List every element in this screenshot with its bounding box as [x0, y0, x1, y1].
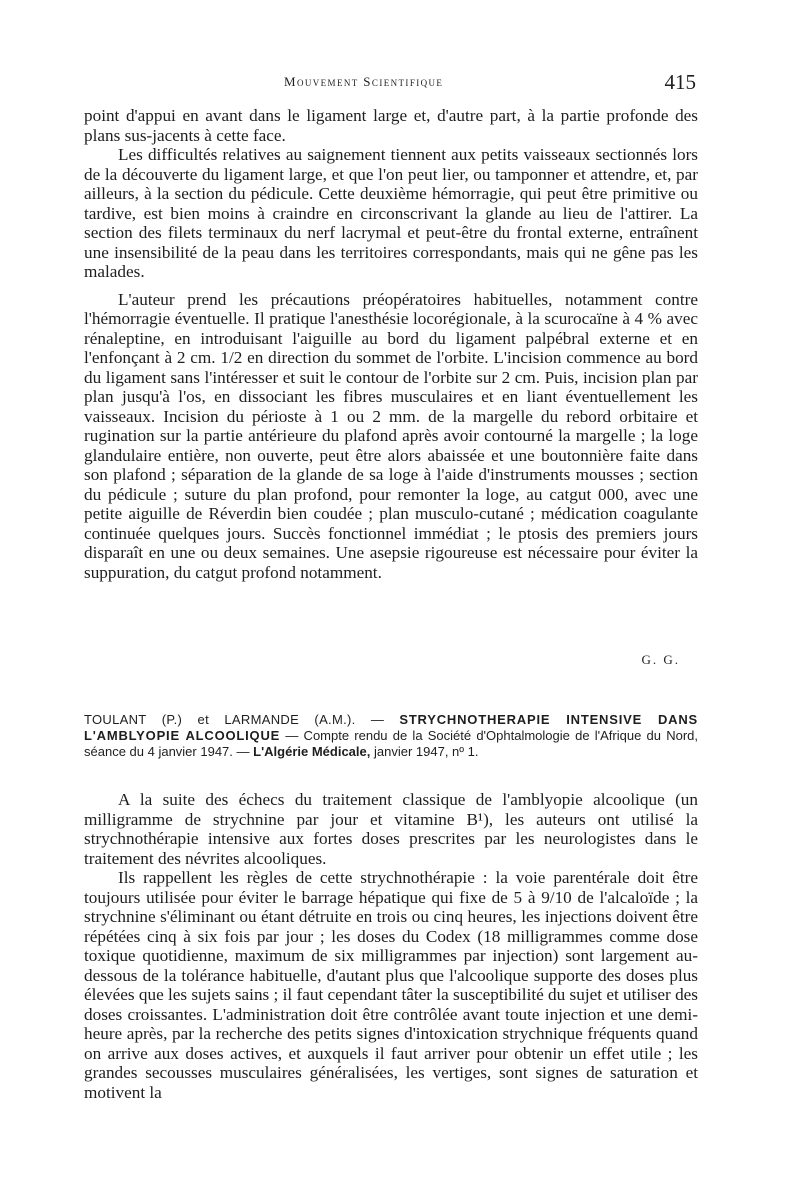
paragraph: Les difficultés relatives au saignement tiennent aux petits vaisseaux sectionnés lors de la découverte du ligament large, et que l'on peut lier, ou tamponner et attendre, et, par ailleurs, à la section du pédicule. Cette deuxième hémorragie, qui peut être primitive ou tardive, est bien moins à craindre en circonscrivant la glande au lieu de l'attirer. La section des filets terminaux du nerf lacrymal et peut-être du frontal externe, entraînent une insensibilité de la peau dans les territoires correspondants, mais qui ne gêne pas les malades.: [84, 145, 698, 281]
article-reference: [84, 712, 698, 760]
reference-authors: TOULANT (P.) et LARMANDE (A.M.). —: [84, 712, 385, 727]
article-continuation: [84, 106, 698, 582]
paragraph: point d'appui en avant dans le ligament large et, d'autre part, à la partie profonde des plans sus-jacents à cette face.: [84, 106, 698, 145]
paragraph: A la suite des échecs du traitement classique de l'amblyopie alcoolique (un milligramme de strychnine par jour et vitamine B¹), les auteurs ont utilisé la strychnothérapie intensive aux fortes doses prescrites par les neurologistes dans le traitement des névrites alcooliques.: [84, 790, 698, 868]
reference-proceedings: — Compte rendu de la Société d'Ophtalmologie de l'Afrique du Nord, séance du 4 janvier 1947. —: [84, 728, 698, 759]
paragraph: L'auteur prend les précautions préopératoires habituelles, notamment contre l'hémorragie éventuelle. Il pratique l'anesthésie locorégionale, à la scurocaïne à 4 % avec rénaleptine, en introduisant l'aiguille au bord du ligament palpébral externe et en l'enfonçant à 2 cm. 1/2 en direction du sommet de l'orbite. L'incision commence au bord du ligament sans l'intéresser et suit le contour de l'orbite sur 2 cm. Puis, incision plan par plan jusqu'à l'os, en dissociant les fibres musculaires et en liant éventuellement les vaisseaux. Incision du périoste à 1 ou 2 mm. de la margelle du rebord orbitaire et rugination sur la partie antérieure du plafond après avoir contourné la margelle ; la loge glandulaire entière, non ouverte, peut être alors abaissée et une boutonnière faite dans son plafond ; séparation de la glande de sa loge à l'aide d'instruments mousses ; section du pédicule ; suture du plan profond, pour remonter la loge, au catgut 000, avec une petite aiguille de Réverdin bien coudée ; plan musculo-cutané ; médication coagulante continuée quelques jours. Succès fonctionnel immédiat ; le ptosis des premiers jours disparaît en une ou deux semaines. Une asepsie rigoureuse est nécessaire pour éviter la suppuration, du catgut profond notamment.: [84, 289, 698, 582]
paragraph: Ils rappellent les règles de cette strychnothérapie : la voie parentérale doit être toujours utilisée pour éviter le barrage hépatique qui fixe de 5 à 9/10 de l'alcaloïde ; la strychnine s'éliminant ou étant détruite en trois ou cinq heures, les injections doivent être répétées cinq à six fois par jour ; les doses du Codex (18 milligrammes comme dose toxique quotidienne, maximum de six milligrammes par injection) sont largement au-dessous de la tolérance habituelle, d'autant plus que l'alcoolique supporte des doses plus élevées que les sujets sains ; il faut cependant tâter la susceptibilité du sujet et utiliser des doses croissantes. L'administration doit être contrôlée avant toute injection et une demi-heure après, par la recherche des petits signes d'intoxication strychnique fréquents quand on arrive aux doses actives, et auxquels il faut arriver pour obtenir un effet utile ; les grandes secousses musculaires généralisées, les vertiges, sont signes de saturation et motivent la: [84, 868, 698, 1102]
article-body: [84, 790, 698, 1102]
reference-title: STRYCHNOTHERAPIE INTENSIVE DANS L'AMBLYOPIE ALCOOLIQUE: [84, 712, 698, 743]
running-head: [84, 70, 698, 94]
journal-page: [84, 0, 698, 1193]
author-signature: G. G.: [641, 652, 680, 667]
running-title: Mouvement Scientifique: [284, 74, 444, 89]
reference-journal: L'Algérie Médicale,: [253, 744, 371, 759]
page-number: 415: [664, 70, 696, 94]
reference-issue: janvier 1947, nº 1.: [374, 744, 479, 759]
